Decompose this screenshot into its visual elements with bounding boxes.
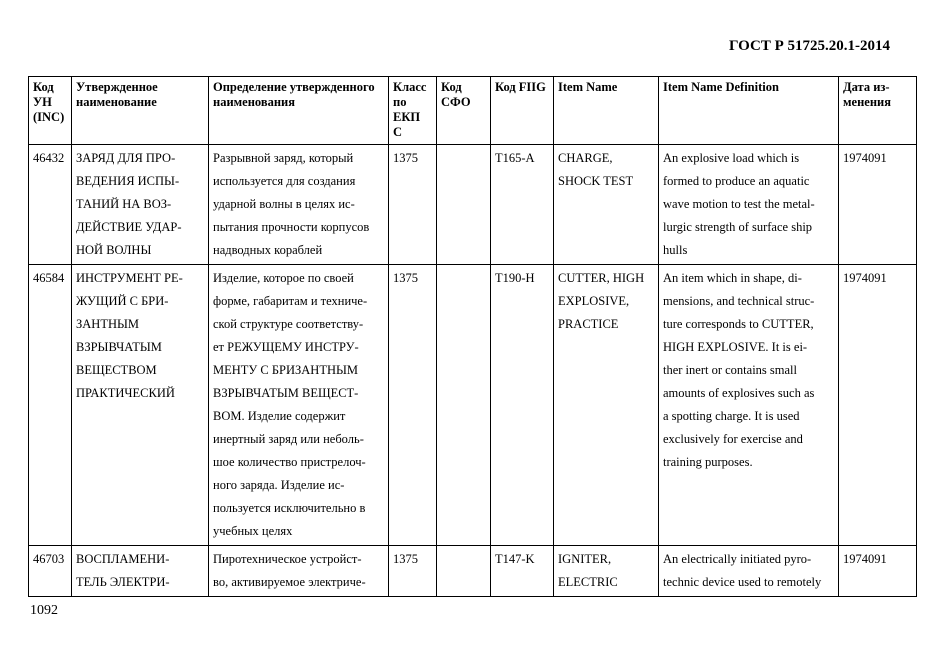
col-header-item-name: Item Name [554, 77, 659, 145]
page-number: 1092 [30, 603, 58, 618]
cell-code: 46703 [29, 546, 72, 597]
cell-sfo [437, 145, 491, 265]
cell-name: ЗАРЯД ДЛЯ ПРО- ВЕДЕНИЯ ИСПЫ- ТАНИЙ НА ВОЗ- ДЕЙСТВИЕ УДАР- НОЙ ВОЛНЫ [72, 145, 209, 265]
table-row [29, 265, 917, 546]
cell-item-name: CUTTER, HIGH EXPLOSIVE, PRACTICE [554, 265, 659, 546]
col-header-date: Дата из-менения [839, 77, 917, 145]
cell-item-name: CHARGE, SHOCK TEST [554, 145, 659, 265]
table-row [29, 145, 917, 265]
col-header-name: Утвержденное наименование [72, 77, 209, 145]
cell-definition: Пиротехническое устройст- во, активируемое электриче- [209, 546, 389, 597]
cell-sfo [437, 265, 491, 546]
cell-fiig: T165-A [491, 145, 554, 265]
cell-item-name: IGNITER, ELECTRIC [554, 546, 659, 597]
cell-date: 1974091 [839, 265, 917, 546]
cell-definition: Разрывной заряд, который используется для создания ударной волны в целях ис- пытания прочности корпусов надводных кораблей [209, 145, 389, 265]
cell-fiig: T190-H [491, 265, 554, 546]
items-table [28, 76, 917, 597]
cell-code: 46432 [29, 145, 72, 265]
table-header-row [29, 77, 917, 145]
cell-class: 1375 [389, 546, 437, 597]
col-header-sfo: Код СФО [437, 77, 491, 145]
cell-name: ВОСПЛАМЕНИ- ТЕЛЬ ЭЛЕКТРИ- [72, 546, 209, 597]
cell-item-def: An item which in shape, di- mensions, and technical struc- ture corresponds to CUTTER, HIGH EXPLOSIVE. It is ei- ther inert or contains small amounts of explosives such as a spotting charge. It is used exclusively for exercise and training purposes. [659, 265, 839, 546]
cell-code: 46584 [29, 265, 72, 546]
col-header-definition: Определение утвержденного наименования [209, 77, 389, 145]
cell-date: 1974091 [839, 546, 917, 597]
cell-item-def: An explosive load which is formed to produce an aquatic wave motion to test the metal- lurgic strength of surface ship hulls [659, 145, 839, 265]
col-header-class: Класс по ЕКП С [389, 77, 437, 145]
cell-sfo [437, 546, 491, 597]
col-header-item-def: Item Name Definition [659, 77, 839, 145]
document-title: ГОСТ Р 51725.20.1-2014 [728, 38, 890, 54]
cell-definition: Изделие, которое по своей форме, габаритам и техниче- ской структуре соответству- ет РЕЖУЩЕМУ ИНСТРУ- МЕНТУ С БРИЗАНТНЫМ ВЗРЫВЧАТЫМ ВЕЩЕСТ- ВОМ. Изделие содержит инертный заряд или неболь- шое количество пристрелоч- ного заряда. Изделие ис- пользуется исключительно в учебных целях [209, 265, 389, 546]
col-header-code: Код УН (INC) [29, 77, 72, 145]
cell-name: ИНСТРУМЕНТ РЕ- ЖУЩИЙ С БРИ- ЗАНТНЫМ ВЗРЫВЧАТЫМ ВЕЩЕСТВОМ ПРАКТИЧЕСКИЙ [72, 265, 209, 546]
cell-item-def: An electrically initiated pyro- technic device used to remotely [659, 546, 839, 597]
cell-class: 1375 [389, 265, 437, 546]
col-header-fiig: Код FIIG [491, 77, 554, 145]
table-row [29, 546, 917, 597]
cell-fiig: T147-K [491, 546, 554, 597]
cell-class: 1375 [389, 145, 437, 265]
cell-date: 1974091 [839, 145, 917, 265]
